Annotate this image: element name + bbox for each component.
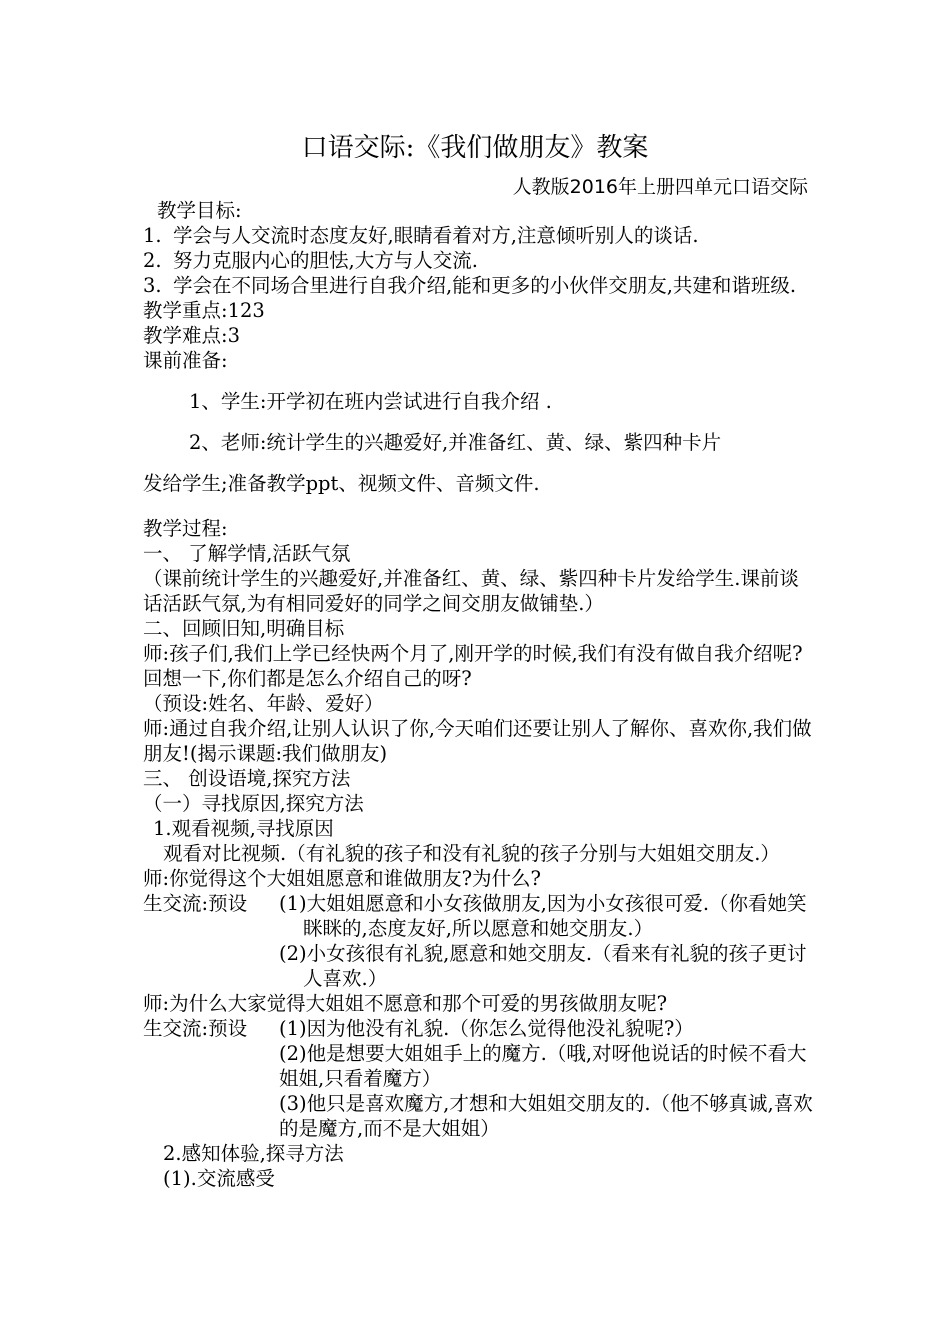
goal-text: 学会与人交流时态度友好,眼睛看着对方,注意倾听别人的谈话. xyxy=(173,224,699,247)
section-1-note: （课前统计学生的兴趣爱好,并准备红、黄、绿、紫四种卡片发给学生.课前谈话活跃气氛,为有相同爱好的同学之间交朋友做铺垫.） xyxy=(143,567,799,615)
step-subheading: (1).交流感受 xyxy=(163,1167,275,1190)
goal-number: 3. xyxy=(143,274,162,297)
teacher-question: 师:为什么大家觉得大姐姐不愿意和那个可爱的男孩做朋友呢? xyxy=(143,992,668,1015)
video-description: 观看对比视频.（有礼貌的孩子和没有礼貌的孩子分别与大姐姐交朋友.） xyxy=(163,842,780,865)
document-title: 口语交际:《我们做朋友》教案 xyxy=(301,133,649,163)
difficulty: 教学难点:3 xyxy=(143,324,240,347)
step-heading: 2.感知体验,探寻方法 xyxy=(163,1142,344,1165)
prep-item: 发给学生;准备教学ppt、视频文件、音频文件. xyxy=(143,472,540,495)
prep-item: 2、老师:统计学生的兴趣爱好,并准备红、黄、绿、紫四种卡片 xyxy=(189,431,722,454)
step-heading: 1.观看视频,寻找原因 xyxy=(153,817,334,840)
goal-item xyxy=(143,273,815,298)
answer-item: (1)因为他没有礼貌.（你怎么觉得他没礼貌呢?） xyxy=(279,1017,694,1040)
goal-text: 努力克服内心的胆怯,大方与人交流. xyxy=(173,249,478,272)
section-2-title: 二、回顾旧知,明确目标 xyxy=(143,617,345,640)
section-2-paragraph: （预设:姓名、年龄、爱好） xyxy=(143,692,384,715)
goals-heading: 教学目标: xyxy=(157,199,242,222)
prep-heading: 课前准备: xyxy=(143,349,228,372)
teacher-question: 师:你觉得这个大姐姐愿意和谁做朋友?为什么? xyxy=(143,867,541,890)
answer-item: (1)大姐姐愿意和小女孩做朋友,因为小女孩很可爱.（你看她笑眯眯的,态度友好,所以愿意和她交朋友.） xyxy=(279,892,807,940)
document-subtitle: 人教版2016年上册四单元口语交际 xyxy=(512,176,808,198)
student-answers xyxy=(143,1016,815,1141)
answer-item: (2)小女孩很有礼貌,愿意和她交朋友.（看来有礼貌的孩子更讨人喜欢.） xyxy=(279,942,807,990)
section-3-subtitle: （一）寻找原因,探究方法 xyxy=(143,792,364,815)
section-3-title: 三、 创设语境,探究方法 xyxy=(143,767,351,790)
answer-item: (3)他只是喜欢魔方,才想和大姐姐交朋友的.（他不够真诚,喜欢的是魔方,而不是大姐姐） xyxy=(279,1092,813,1140)
section-1-title: 一、 了解学情,活跃气氛 xyxy=(143,542,351,565)
answer-label: 生交流:预设 xyxy=(143,892,248,915)
document-body xyxy=(143,198,815,1191)
goal-item xyxy=(143,223,815,248)
answer-item: (2)他是想要大姐姐手上的魔方.（哦,对呀他说话的时候不看大姐姐,只看着魔方） xyxy=(279,1042,807,1090)
student-answers xyxy=(143,891,815,991)
prep-item: 1、学生:开学初在班内尝试进行自我介绍 . xyxy=(189,390,552,413)
goal-number: 1. xyxy=(143,224,162,247)
answer-label: 生交流:预设 xyxy=(143,1017,248,1040)
goal-number: 2. xyxy=(143,249,162,272)
goal-text: 学会在不同场合里进行自我介绍,能和更多的小伙伴交朋友,共建和谐班级. xyxy=(173,274,797,297)
process-heading: 教学过程: xyxy=(143,517,228,540)
goal-item xyxy=(143,248,815,273)
section-2-paragraph: 师:通过自我介绍,让别人认识了你,今天咱们还要让别人了解你、喜欢你,我们做朋友!(揭示课题:我们做朋友) xyxy=(143,717,812,765)
key-points: 教学重点:123 xyxy=(143,299,265,322)
section-2-paragraph: 师:孩子们,我们上学已经快两个月了,刚开学的时候,我们有没有做自我介绍呢?回想一下,你们都是怎么介绍自己的呀? xyxy=(143,642,803,690)
